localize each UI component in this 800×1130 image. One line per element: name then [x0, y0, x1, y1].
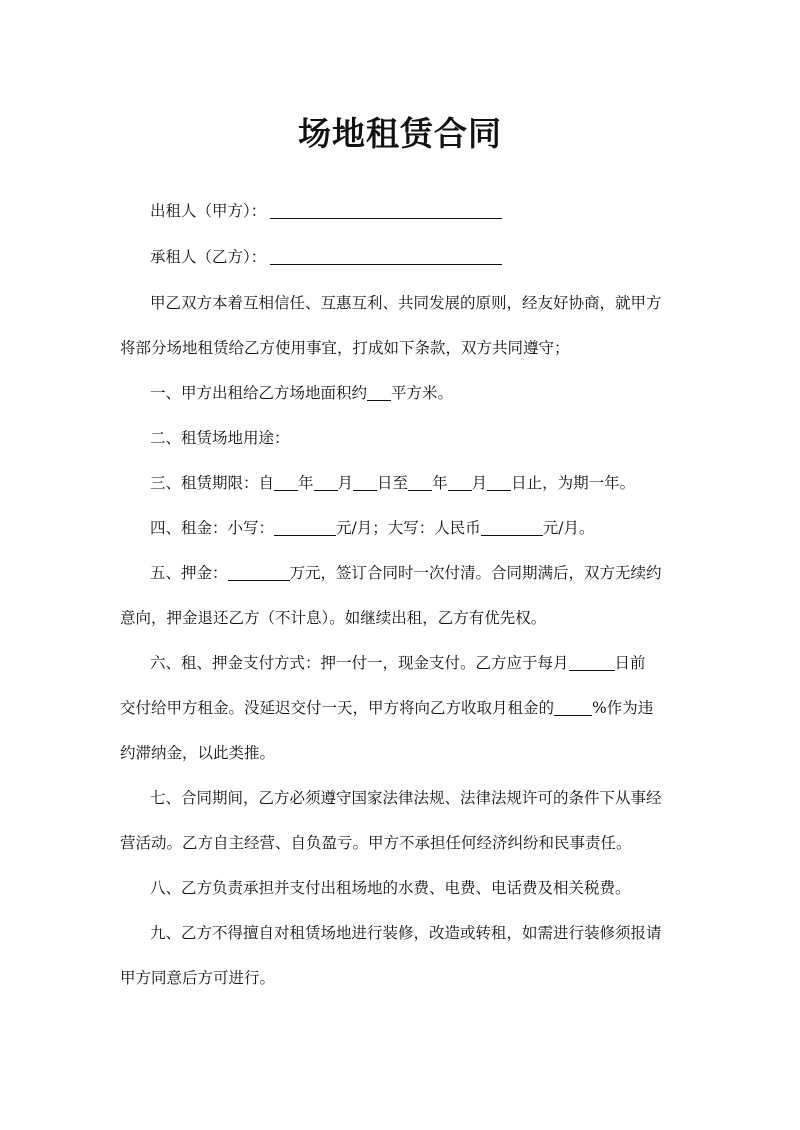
clause-5-rest: 万元，签订合同时一次付清。合同期满后，双方无续约 [289, 564, 662, 582]
clause-6 [150, 652, 690, 674]
deposit-blank[interactable] [228, 564, 290, 581]
clause-1 [150, 382, 690, 404]
rent-number-blank[interactable] [274, 519, 336, 536]
year-label-2: 年 [432, 474, 448, 492]
month-label: 月 [337, 474, 354, 492]
clause-6-line-2 [120, 697, 660, 719]
lessee-label: 承租人（乙方）： [150, 248, 267, 266]
start-day-blank[interactable] [353, 474, 377, 491]
clause-5-line-2: 意向，押金退还乙方（不计息）。如继续出租，乙方有优先权。 [120, 609, 547, 627]
day-to-label: 日至 [377, 474, 409, 492]
penalty-rate-blank[interactable] [554, 699, 592, 716]
rent-words-blank[interactable] [481, 519, 543, 536]
lessor-label: 出租人（甲方）： [150, 202, 267, 220]
end-year-blank[interactable] [408, 474, 432, 491]
clause-1-unit: 平方米。 [391, 384, 454, 402]
clause-7: 七、合同期间，乙方必须遵守国家法律法规、法律法规许可的条件下从事经 [150, 789, 662, 807]
clause-4-end: 元/月。 [542, 519, 595, 537]
lessor-line [150, 200, 690, 222]
year-label: 年 [298, 474, 314, 492]
area-blank[interactable] [367, 384, 391, 401]
contract-title: 场地租赁合同 [298, 114, 502, 153]
clause-5 [150, 562, 690, 584]
clause-3 [150, 472, 690, 494]
clause-6-end: 日前 [614, 654, 646, 672]
intro-line-1: 甲乙双方本着互相信任、互惠互利、共同发展的原则，经友好协商，就甲方 [150, 294, 662, 312]
start-year-blank[interactable] [274, 474, 298, 491]
clause-4 [150, 517, 690, 539]
payment-day-blank[interactable] [569, 654, 615, 671]
clause-2: 二、租赁场地用途： [150, 429, 290, 447]
intro-line-2: 将部分场地租赁给乙方使用事宜，打成如下条款，双方共同遵守； [120, 339, 570, 357]
month-label-2: 月 [471, 474, 488, 492]
clause-3-end: 日止，为期一年。 [511, 474, 636, 492]
clause-8: 八、乙方负责承担并支付出租场地的水费、电费、电话费及相关税费。 [150, 879, 631, 897]
start-month-blank[interactable] [314, 474, 338, 491]
clause-9-line-2: 甲方同意后方可进行。 [120, 969, 276, 987]
lessee-line [150, 246, 690, 268]
clause-4-text: 四、租金：小写： [150, 519, 275, 537]
clause-6-line-2-text: 交付给甲方租金。没延迟交付一天，甲方将向乙方收取月租金的 [120, 699, 555, 717]
clause-3-text: 三、租赁期限：自 [150, 474, 275, 492]
lessee-blank[interactable] [270, 248, 502, 265]
clause-7-line-2: 营活动。乙方自主经营、自负盈亏。甲方不承担任何经济纠纷和民事责任。 [120, 834, 632, 852]
clause-4-mid: 元/月；大写：人民币 [336, 519, 481, 537]
clause-6-line-2-end: %作为违 [592, 699, 654, 717]
clause-6-text: 六、租、押金支付方式：押一付一，现金支付。乙方应于每月 [150, 654, 569, 672]
clause-1-text: 一、甲方出租给乙方场地面积约 [150, 384, 368, 402]
lessor-blank[interactable] [270, 202, 502, 219]
end-day-blank[interactable] [487, 474, 511, 491]
clause-6-line-3: 约滞纳金，以此类推。 [120, 744, 276, 762]
clause-9: 九、乙方不得擅自对租赁场地进行装修，改造或转租，如需进行装修须报请 [150, 924, 662, 942]
clause-5-text: 五、押金： [150, 564, 228, 582]
end-month-blank[interactable] [448, 474, 472, 491]
